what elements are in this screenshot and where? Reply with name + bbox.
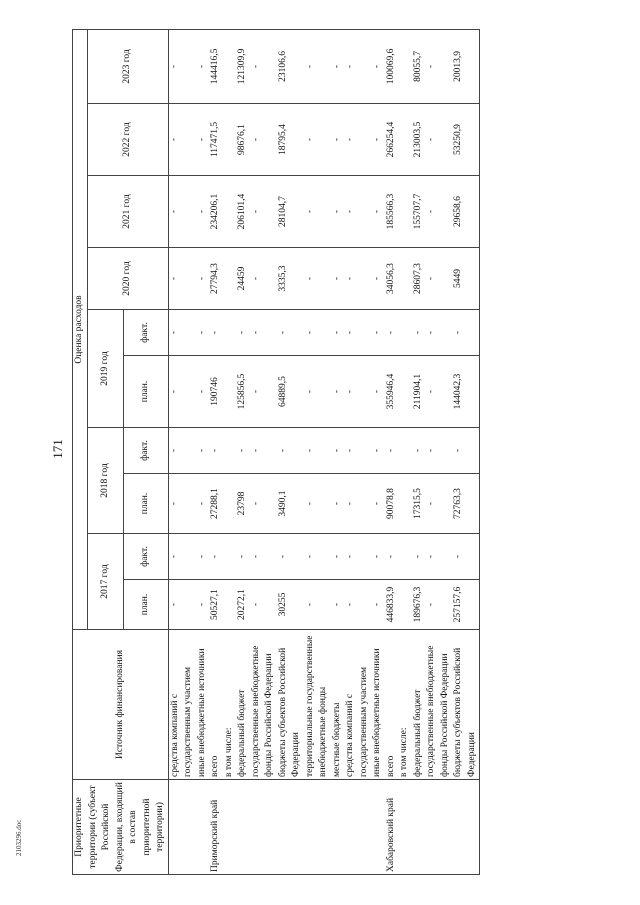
value-cell: - xyxy=(331,474,345,534)
table-row xyxy=(250,29,277,874)
value-cell: - xyxy=(168,29,196,103)
value-cell: - xyxy=(331,29,345,103)
value-cell: - xyxy=(344,29,371,103)
value-cell: - xyxy=(168,474,196,534)
territory-cell xyxy=(250,780,277,875)
source-cell: государственные внебюджетные фонды Российской Федерации xyxy=(250,630,277,780)
value-cell xyxy=(398,356,412,428)
value-cell: - xyxy=(304,29,331,103)
value-cell: 125856,5 xyxy=(236,356,250,428)
value-cell xyxy=(223,474,237,534)
value-cell: - xyxy=(331,356,345,428)
value-cell: - xyxy=(196,310,210,356)
territory-cell xyxy=(223,780,237,875)
source-cell: всего xyxy=(385,630,399,780)
value-cell: - xyxy=(168,428,196,474)
table-row xyxy=(371,29,385,874)
value-cell xyxy=(398,176,412,248)
value-cell: - xyxy=(331,428,345,474)
value-cell: 144416,5 xyxy=(209,29,223,103)
value-cell: 64889,5 xyxy=(277,356,304,428)
value-cell: - xyxy=(371,428,385,474)
header-year-2020: 2020 год xyxy=(88,248,169,310)
value-cell: - xyxy=(331,104,345,176)
header-expense-estimate: Оценка расходов xyxy=(73,29,88,629)
value-cell: - xyxy=(344,474,371,534)
header-fact-2018: факт. xyxy=(123,428,168,474)
value-cell: - xyxy=(452,428,480,474)
value-cell: - xyxy=(371,29,385,103)
value-cell: - xyxy=(425,248,452,310)
value-cell: - xyxy=(250,104,277,176)
rotated-table-container xyxy=(72,30,633,875)
value-cell: - xyxy=(196,104,210,176)
value-cell xyxy=(223,534,237,580)
value-cell: 5449 xyxy=(452,248,480,310)
value-cell: - xyxy=(344,356,371,428)
value-cell: - xyxy=(304,310,331,356)
value-cell: - xyxy=(344,248,371,310)
value-cell: - xyxy=(452,310,480,356)
value-cell: 144042,3 xyxy=(452,356,480,428)
header-fact-2019: факт. xyxy=(123,310,168,356)
value-cell: - xyxy=(196,29,210,103)
header-year-2018: 2018 год xyxy=(88,428,124,534)
value-cell xyxy=(398,310,412,356)
value-cell: - xyxy=(425,356,452,428)
value-cell: 23798 xyxy=(236,474,250,534)
header-territory: Приоритетные территории (субъект Российской Федерации, входящий в состав приоритетной территории) xyxy=(73,780,169,875)
value-cell: - xyxy=(304,428,331,474)
source-cell: иные внебюджетные источники xyxy=(196,630,210,780)
source-cell: в том числе: xyxy=(223,630,237,780)
value-cell: - xyxy=(209,310,223,356)
table-row xyxy=(331,29,345,874)
table-row xyxy=(398,29,412,874)
value-cell: - xyxy=(371,104,385,176)
value-cell: - xyxy=(196,474,210,534)
value-cell: - xyxy=(385,428,399,474)
header-fact-2017: факт. xyxy=(123,534,168,580)
territory-cell xyxy=(452,780,480,875)
value-cell: - xyxy=(331,534,345,580)
value-cell: - xyxy=(196,534,210,580)
value-cell: - xyxy=(344,580,371,630)
value-cell: - xyxy=(168,248,196,310)
table-row xyxy=(223,29,237,874)
value-cell: - xyxy=(236,428,250,474)
value-cell: - xyxy=(168,356,196,428)
value-cell: 90078,8 xyxy=(385,474,399,534)
value-cell: - xyxy=(250,356,277,428)
table-row xyxy=(196,29,210,874)
source-cell: бюджеты субъектов Российской Федерации xyxy=(277,630,304,780)
value-cell: 121309,9 xyxy=(236,29,250,103)
source-cell: федеральный бюджет xyxy=(236,630,250,780)
source-cell: средства компаний с государственным участием xyxy=(344,630,371,780)
value-cell: 23106,6 xyxy=(277,29,304,103)
value-cell: 190746 xyxy=(209,356,223,428)
table-header xyxy=(73,29,169,874)
value-cell: 266254,4 xyxy=(385,104,399,176)
value-cell: 29658,6 xyxy=(452,176,480,248)
value-cell: 234206,1 xyxy=(209,176,223,248)
value-cell: 213003,5 xyxy=(412,104,426,176)
value-cell: 34056,3 xyxy=(385,248,399,310)
value-cell: 27288,1 xyxy=(209,474,223,534)
value-cell: - xyxy=(196,580,210,630)
value-cell: - xyxy=(385,310,399,356)
value-cell xyxy=(223,310,237,356)
value-cell: 185566,3 xyxy=(385,176,399,248)
value-cell: 206101,4 xyxy=(236,176,250,248)
value-cell: 20272,1 xyxy=(236,580,250,630)
value-cell: - xyxy=(425,310,452,356)
table-row xyxy=(277,29,304,874)
header-year-2023: 2023 год xyxy=(88,29,169,103)
value-cell xyxy=(223,428,237,474)
value-cell: - xyxy=(196,428,210,474)
value-cell: 3490,1 xyxy=(277,474,304,534)
value-cell: - xyxy=(196,248,210,310)
territory-cell xyxy=(277,780,304,875)
value-cell: - xyxy=(344,428,371,474)
value-cell: 27794,3 xyxy=(209,248,223,310)
value-cell: - xyxy=(425,580,452,630)
value-cell: - xyxy=(209,534,223,580)
value-cell: 80055,7 xyxy=(412,29,426,103)
value-cell xyxy=(398,534,412,580)
table-row xyxy=(425,29,452,874)
territory-cell xyxy=(304,780,331,875)
value-cell: - xyxy=(371,534,385,580)
value-cell: - xyxy=(425,29,452,103)
value-cell: - xyxy=(304,176,331,248)
value-cell: - xyxy=(250,474,277,534)
table-row xyxy=(344,29,371,874)
table-row xyxy=(168,29,196,874)
source-cell: иные внебюджетные источники xyxy=(371,630,385,780)
header-year-2017: 2017 год xyxy=(88,534,124,630)
territory-cell xyxy=(331,780,345,875)
value-cell: 155707,7 xyxy=(412,176,426,248)
value-cell xyxy=(398,580,412,630)
table-body xyxy=(168,29,480,874)
value-cell: - xyxy=(304,580,331,630)
header-plan-2019: план. xyxy=(123,356,168,428)
value-cell: 189676,3 xyxy=(412,580,426,630)
header-year-2019: 2019 год xyxy=(88,310,124,428)
value-cell: - xyxy=(331,580,345,630)
value-cell: 257157,6 xyxy=(452,580,480,630)
value-cell: - xyxy=(371,310,385,356)
source-cell: в том числе: xyxy=(398,630,412,780)
value-cell: - xyxy=(425,474,452,534)
value-cell: - xyxy=(304,474,331,534)
value-cell: - xyxy=(412,428,426,474)
value-cell: - xyxy=(344,310,371,356)
value-cell: - xyxy=(250,310,277,356)
header-plan-2017: план. xyxy=(123,580,168,630)
value-cell xyxy=(223,248,237,310)
value-cell: 98676,1 xyxy=(236,104,250,176)
territory-cell xyxy=(344,780,371,875)
value-cell: - xyxy=(344,104,371,176)
value-cell xyxy=(398,474,412,534)
value-cell: - xyxy=(331,310,345,356)
territory-cell: Приморский край xyxy=(209,780,223,875)
value-cell: 20013,9 xyxy=(452,29,480,103)
value-cell: - xyxy=(250,176,277,248)
value-cell xyxy=(398,29,412,103)
value-cell: - xyxy=(196,356,210,428)
page-number: 171 xyxy=(50,439,65,459)
value-cell: - xyxy=(236,310,250,356)
value-cell xyxy=(398,104,412,176)
value-cell: - xyxy=(452,534,480,580)
source-cell: государственные внебюджетные фонды Российской Федерации xyxy=(425,630,452,780)
source-cell: средства компаний с государственным участием xyxy=(168,630,196,780)
value-cell: 211904,1 xyxy=(412,356,426,428)
value-cell: 117471,5 xyxy=(209,104,223,176)
header-year-2022: 2022 год xyxy=(88,104,169,176)
table-row xyxy=(209,29,223,874)
value-cell: - xyxy=(168,310,196,356)
table-row xyxy=(304,29,331,874)
territory-cell xyxy=(412,780,426,875)
value-cell: - xyxy=(250,428,277,474)
value-cell: - xyxy=(371,176,385,248)
header-plan-2018: план. xyxy=(123,474,168,534)
value-cell: - xyxy=(344,534,371,580)
value-cell: - xyxy=(331,176,345,248)
value-cell: 100069,6 xyxy=(385,29,399,103)
source-cell: всего xyxy=(209,630,223,780)
value-cell: 3335,3 xyxy=(277,248,304,310)
value-cell: 28104,7 xyxy=(277,176,304,248)
value-cell: - xyxy=(304,248,331,310)
file-name-footer: 2103296.doc xyxy=(15,819,23,856)
value-cell: - xyxy=(371,356,385,428)
territory-cell: Хабаровский край xyxy=(385,780,399,875)
value-cell: - xyxy=(250,534,277,580)
value-cell: - xyxy=(168,534,196,580)
value-cell: - xyxy=(331,248,345,310)
source-cell: бюджеты субъектов Российской Федерации xyxy=(452,630,480,780)
header-source: Источник финансирования xyxy=(73,630,169,780)
territory-cell xyxy=(371,780,385,875)
value-cell xyxy=(223,356,237,428)
table-row xyxy=(236,29,250,874)
value-cell: - xyxy=(412,310,426,356)
value-cell: - xyxy=(250,580,277,630)
value-cell: - xyxy=(196,176,210,248)
value-cell xyxy=(223,176,237,248)
source-cell: территориальные государственные внебюджетные фонды xyxy=(304,630,331,780)
header-year-2021: 2021 год xyxy=(88,176,169,248)
value-cell xyxy=(398,248,412,310)
territory-cell xyxy=(236,780,250,875)
value-cell: - xyxy=(371,580,385,630)
value-cell: - xyxy=(425,428,452,474)
value-cell: - xyxy=(277,310,304,356)
value-cell: 17315,5 xyxy=(412,474,426,534)
source-cell: местные бюджеты xyxy=(331,630,345,780)
value-cell: - xyxy=(425,104,452,176)
value-cell: - xyxy=(371,474,385,534)
value-cell xyxy=(223,29,237,103)
table-row xyxy=(385,29,399,874)
value-cell: - xyxy=(250,29,277,103)
value-cell: - xyxy=(209,428,223,474)
value-cell: - xyxy=(371,248,385,310)
value-cell: 24459 xyxy=(236,248,250,310)
value-cell: - xyxy=(168,104,196,176)
value-cell: - xyxy=(304,104,331,176)
value-cell: 53250,9 xyxy=(452,104,480,176)
value-cell: - xyxy=(304,534,331,580)
value-cell: - xyxy=(168,176,196,248)
table-row xyxy=(412,29,426,874)
value-cell: - xyxy=(250,248,277,310)
value-cell: - xyxy=(425,534,452,580)
value-cell: - xyxy=(385,534,399,580)
financing-table xyxy=(72,29,480,875)
territory-cell xyxy=(196,780,210,875)
territory-cell xyxy=(398,780,412,875)
value-cell: - xyxy=(168,580,196,630)
value-cell: - xyxy=(412,534,426,580)
value-cell: 18795,4 xyxy=(277,104,304,176)
territory-cell xyxy=(168,780,196,875)
value-cell xyxy=(398,428,412,474)
territory-cell xyxy=(425,780,452,875)
value-cell xyxy=(223,580,237,630)
value-cell: - xyxy=(304,356,331,428)
value-cell: 355946,4 xyxy=(385,356,399,428)
value-cell: - xyxy=(425,176,452,248)
value-cell: - xyxy=(277,534,304,580)
source-cell: федеральный бюджет xyxy=(412,630,426,780)
value-cell xyxy=(223,104,237,176)
value-cell: 50527,1 xyxy=(209,580,223,630)
value-cell: 30255 xyxy=(277,580,304,630)
value-cell: 446833,9 xyxy=(385,580,399,630)
value-cell: - xyxy=(236,534,250,580)
value-cell: - xyxy=(277,428,304,474)
value-cell: - xyxy=(344,176,371,248)
value-cell: 28607,3 xyxy=(412,248,426,310)
table-row xyxy=(452,29,480,874)
value-cell: 72763,3 xyxy=(452,474,480,534)
